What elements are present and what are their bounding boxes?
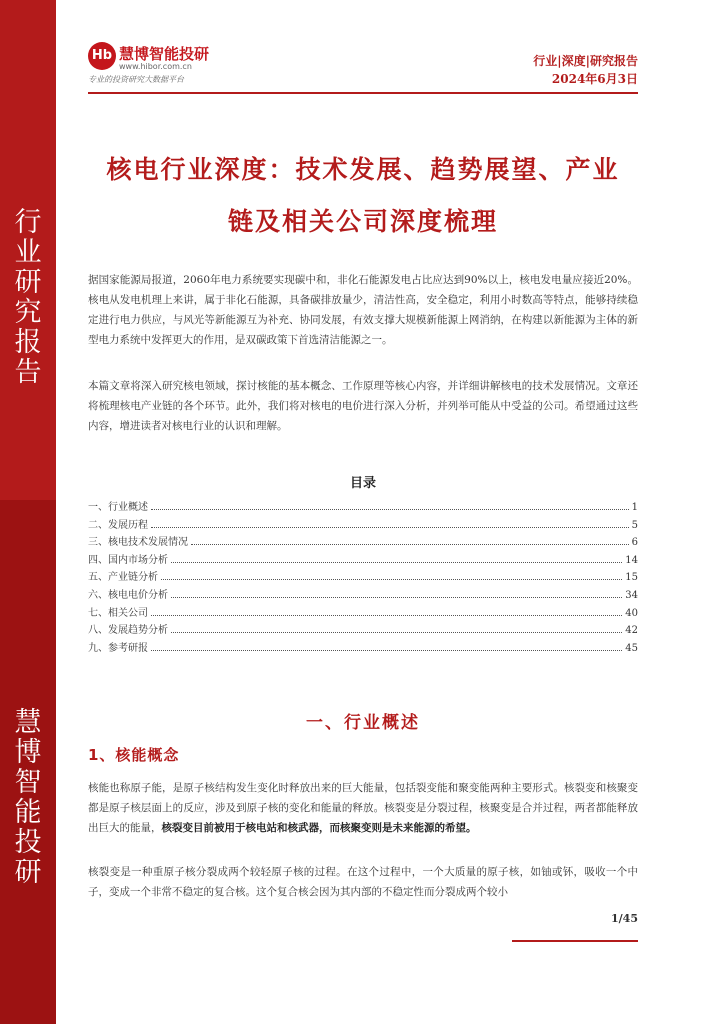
body-paragraph-1 xyxy=(88,778,638,838)
header-divider xyxy=(88,92,638,94)
toc-item[interactable] xyxy=(88,498,638,516)
intro-paragraph-2: 本篇文章将深入研究核电领域，探讨核能的基本概念、工作原理等核心内容，并详细讲解核电的技术发展情况。文章还将梳理核电产业链的各个环节。此外，我们将对核电的电价进行深入分析，并列举可能从中受益的公司。希望通过这些内容，增进读者对核电行业的认识和理解。 xyxy=(88,380,638,432)
toc-item-label: 五、产业链分析 xyxy=(88,572,158,584)
toc-leader xyxy=(151,615,622,616)
intro-paragraph-1: 据国家能源局报道，2060年电力系统要实现碳中和，非化石能源发电占比应达到90%以上，核电发电量应接近20%。核电从发电机理上来讲，属于非化石能源，具备碳排放量少，清洁性高，安全稳定，利用小时数高等特点，能够持续稳定进行电力供应，与风光等新能源互为补充、协同发展，有效支撑大规模新能源上网消纳，在构建以新能源为主体的新型电力系统中发挥更大的作用，是双碳政策下首选清洁能源之一。 xyxy=(88,274,638,346)
toc-item[interactable] xyxy=(88,533,638,551)
toc-item-page: 40 xyxy=(625,607,638,619)
toc-item-label: 四、国内市场分析 xyxy=(88,554,168,566)
report-date: 2024年6月3日 xyxy=(551,72,638,86)
footer-divider xyxy=(512,940,638,942)
toc-item[interactable] xyxy=(88,516,638,534)
toc-title: 目录 xyxy=(349,476,376,491)
toc-item-label: 七、相关公司 xyxy=(88,607,148,619)
logo-tagline: 专业的投资研究大数据平台 xyxy=(88,75,184,84)
body-text: 核能也称原子能，是原子核结构发生变化时释放出来的巨大能量，包括裂变能和聚变能两种主要形式。核裂变和核聚变都是原子核层面上的反应，涉及到原子核的变化和能量的释放。核裂变是分裂过程，核聚变是合并过程，两者都能释放出巨大的能量， xyxy=(88,782,638,834)
toc-item-label: 二、发展历程 xyxy=(88,519,148,531)
toc-item-page: 34 xyxy=(625,589,638,601)
toc-item[interactable] xyxy=(88,568,638,586)
toc-leader xyxy=(151,527,629,528)
table-of-contents xyxy=(88,498,638,656)
toc-item-page: 1 xyxy=(631,502,638,513)
toc-item[interactable] xyxy=(88,621,638,639)
body-paragraph-2: 核裂变是一种重原子核分裂成两个较轻原子核的过程。在这个过程中，一个大质量的原子核，如铀或钚，吸收一个中子，变成一个非常不稳定的复合核。这个复合核会因为其内部的不稳定性而分裂成两个较小 xyxy=(88,866,638,898)
report-category: 行业|深度|研究报告 xyxy=(533,54,638,68)
subsection-heading: 1、核能概念 xyxy=(88,746,180,764)
toc-leader xyxy=(161,579,622,580)
title-line-1: 核电行业深度：技术发展、趋势展望、产业 xyxy=(106,155,620,184)
toc-item-page: 14 xyxy=(625,554,638,566)
toc-item-label: 一、行业概述 xyxy=(88,502,148,513)
toc-leader xyxy=(191,544,629,545)
logo-url: www.hibor.com.cn xyxy=(119,62,192,71)
toc-item[interactable] xyxy=(88,586,638,604)
toc-item-page: 6 xyxy=(631,537,638,549)
side-label-brand: 慧博智能投研 xyxy=(14,707,42,888)
logo-icon: Hb xyxy=(88,42,116,70)
toc-item[interactable] xyxy=(88,639,638,657)
toc-leader xyxy=(151,509,629,510)
toc-item-page: 5 xyxy=(631,519,638,531)
toc-item-page: 45 xyxy=(625,642,638,654)
toc-leader xyxy=(151,650,622,651)
logo xyxy=(88,40,228,88)
toc-item-label: 六、核电电价分析 xyxy=(88,589,168,601)
body-text-emphasis: 核裂变目前被用于核电站和核武器，而核聚变则是未来能源的希望。 xyxy=(161,822,477,834)
toc-leader xyxy=(171,562,622,563)
section-heading: 一、行业概述 xyxy=(306,713,420,733)
toc-item[interactable] xyxy=(88,604,638,622)
toc-item-page: 15 xyxy=(625,572,638,584)
title-line-2: 链及相关公司深度梳理 xyxy=(227,207,498,236)
toc-item-page: 42 xyxy=(625,625,638,637)
side-label-report-type: 行业研究报告 xyxy=(14,207,42,388)
page-number: 1/45 xyxy=(611,912,638,925)
toc-item[interactable] xyxy=(88,551,638,569)
logo-name: 慧博智能投研 xyxy=(119,45,210,63)
toc-leader xyxy=(171,597,622,598)
header-meta xyxy=(533,52,638,88)
toc-item-label: 九、参考研报 xyxy=(88,642,148,654)
toc-item-label: 三、核电技术发展情况 xyxy=(88,537,188,549)
page-title xyxy=(88,144,638,248)
toc-leader xyxy=(171,632,622,633)
toc-item-label: 八、发展趋势分析 xyxy=(88,625,168,637)
